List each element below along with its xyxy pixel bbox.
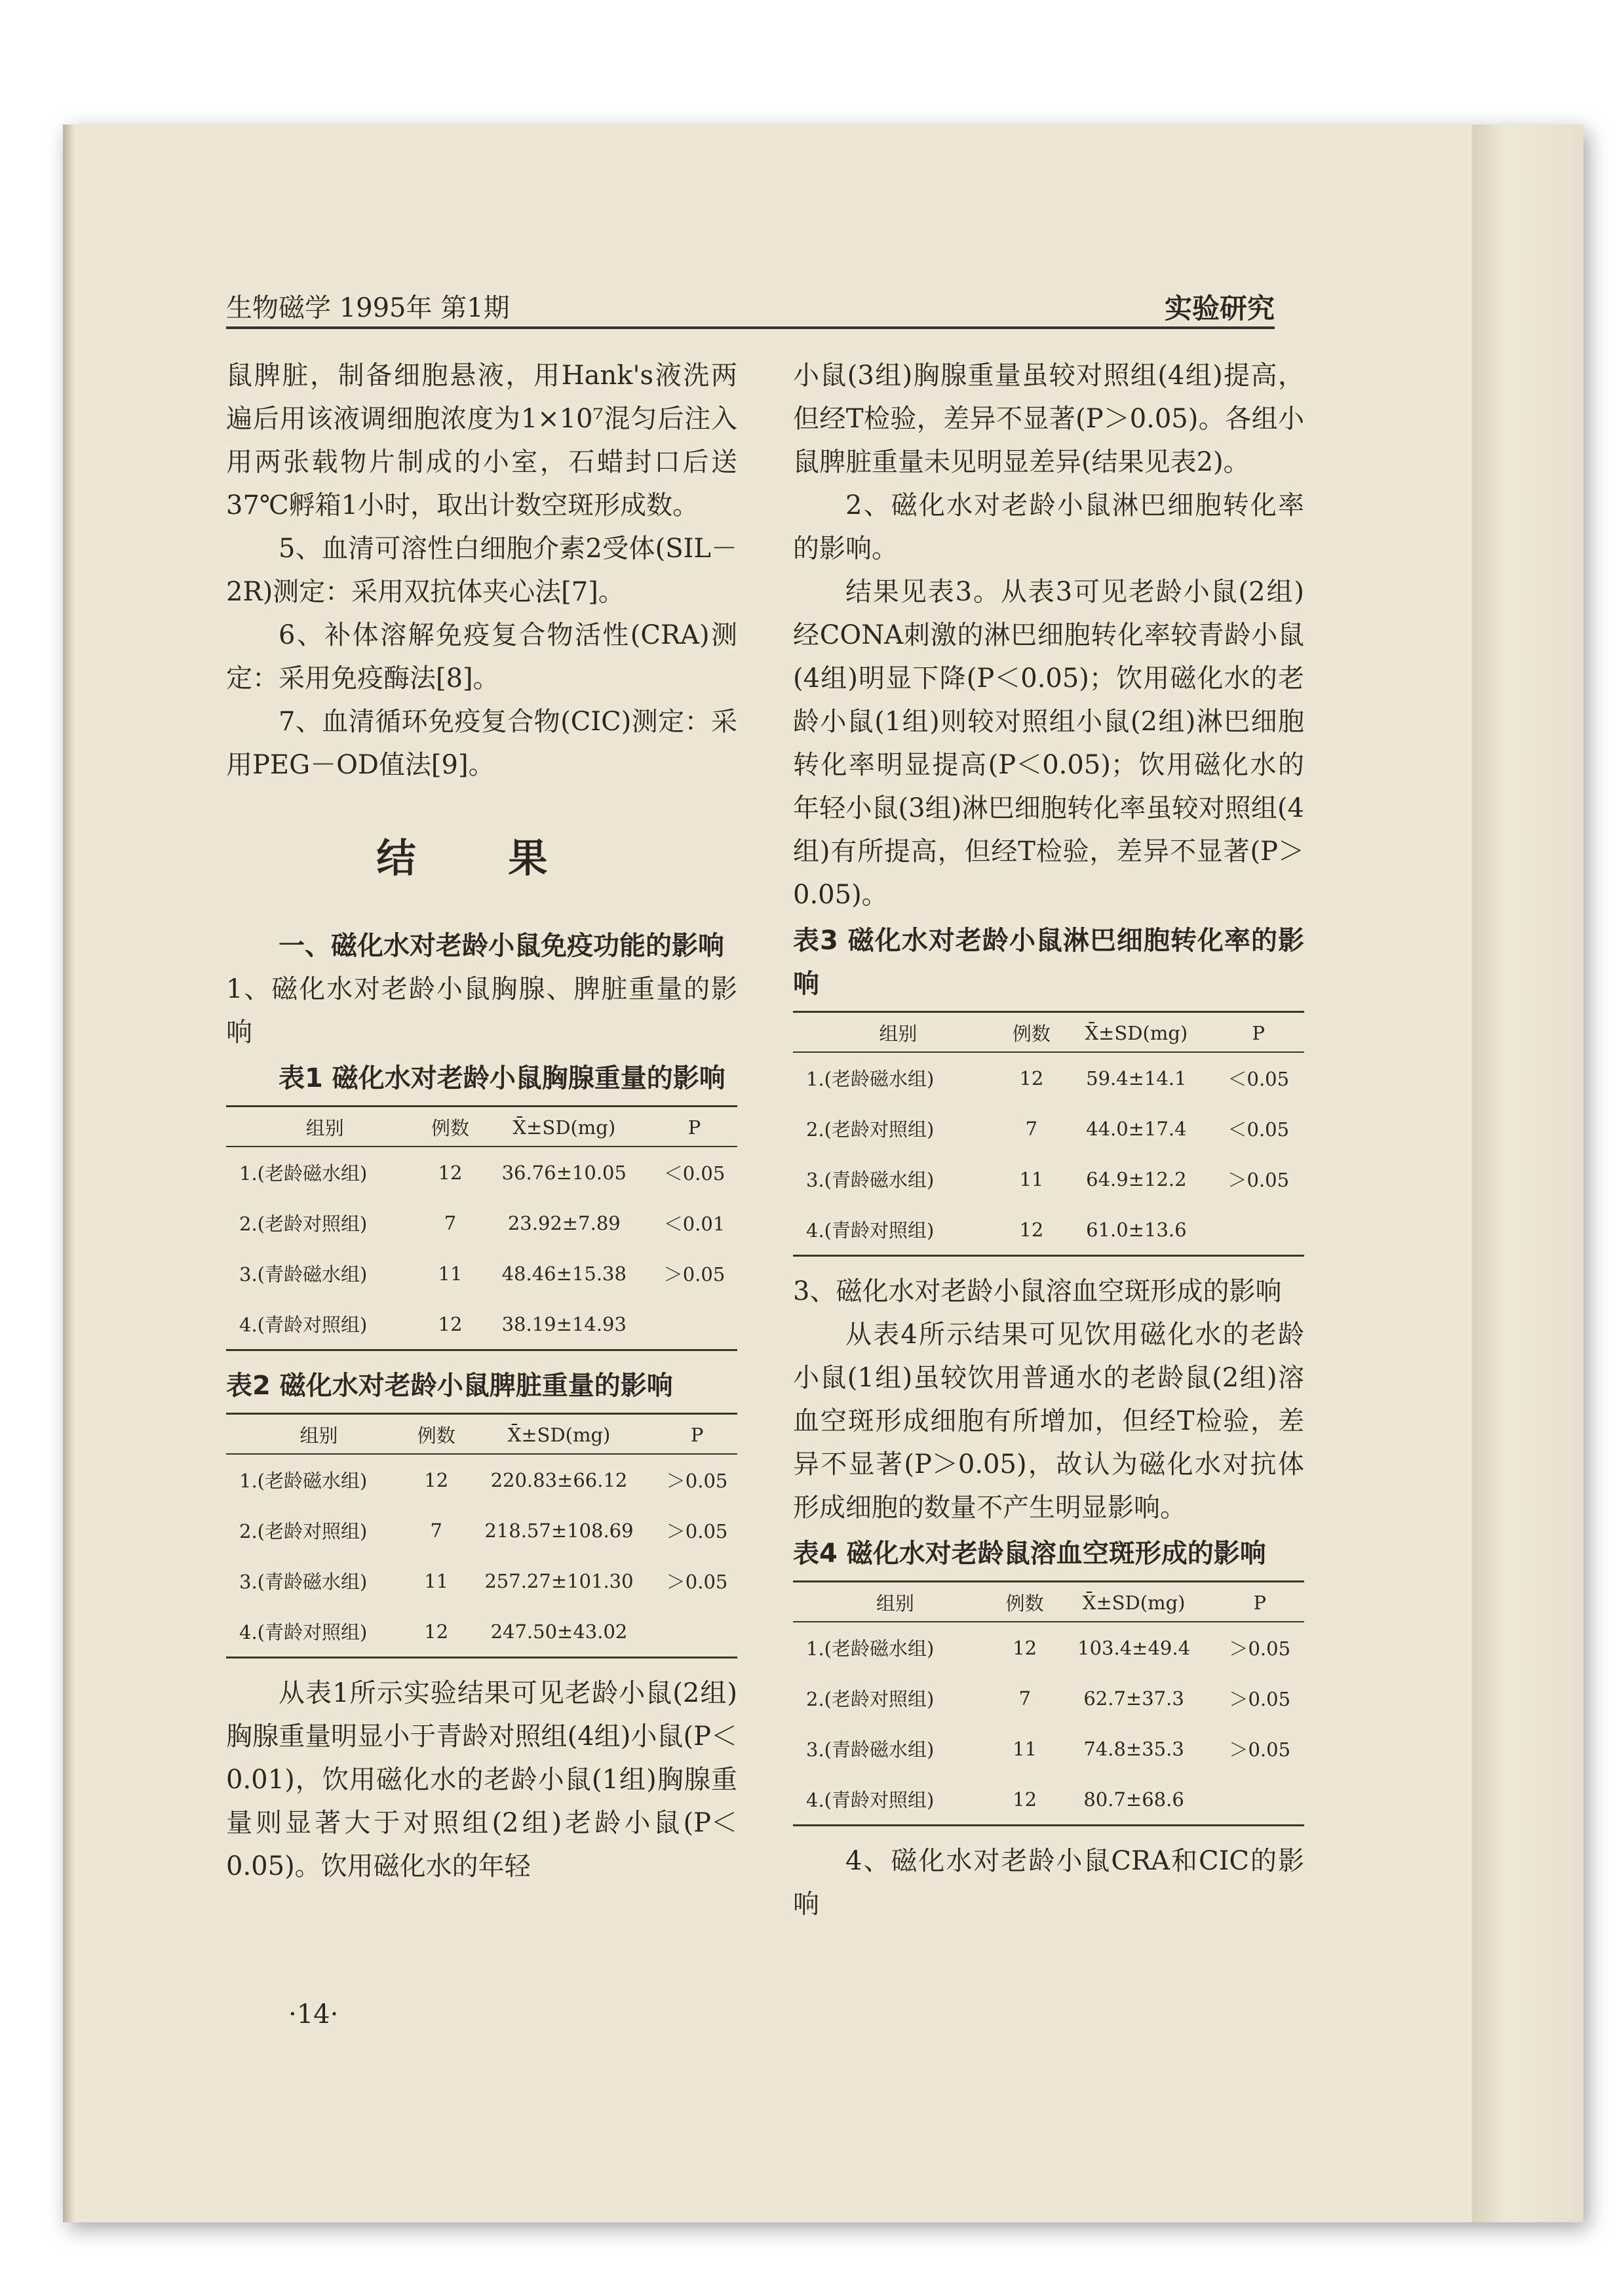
table-row <box>226 1299 737 1350</box>
table-caption: 表2 磁化水对老龄小鼠脾脏重量的影响 <box>226 1371 673 1401</box>
table-cell: ＞0.05 <box>666 1520 728 1542</box>
column-header: 例数 <box>1003 1012 1060 1053</box>
table-cell: 7 <box>1025 1117 1038 1140</box>
table-row <box>226 1454 737 1505</box>
table-cell: 1.(老龄磁水组) <box>806 1068 935 1090</box>
table-row <box>226 1248 737 1299</box>
column-header: 例数 <box>997 1582 1053 1622</box>
paragraph: 7、血清循环免疫复合物(CIC)测定：采用PEG－OD值法[9]。 <box>226 707 737 780</box>
table-cell: 1.(老龄磁水组) <box>239 1162 368 1185</box>
data-table-2 <box>226 1413 737 1658</box>
table-cell: 2.(老龄对照组) <box>806 1118 935 1141</box>
table-row <box>793 1723 1304 1774</box>
subsection-heading: 4、磁化水对老龄小鼠CRA和CIC的影响 <box>793 1846 1304 1919</box>
right-column <box>793 354 1304 1926</box>
table-header-row <box>793 1582 1304 1622</box>
table-cell: 12 <box>1013 1636 1037 1659</box>
table-cell: 12 <box>1019 1067 1044 1089</box>
table-cell: 247.50±43.02 <box>490 1620 628 1643</box>
table-cell: 11 <box>424 1569 449 1592</box>
table-cell: 2.(老龄对照组) <box>239 1520 368 1542</box>
journal-info: 生物磁学 1995年 第1期 <box>226 293 510 323</box>
column-header: P <box>1216 1582 1305 1622</box>
table-cell <box>651 1299 737 1350</box>
table-cell: 3.(青龄磁水组) <box>806 1738 935 1761</box>
table-cell: 80.7±68.6 <box>1083 1788 1184 1811</box>
table-caption: 表4 磁化水对老龄鼠溶血空斑形成的影响 <box>793 1539 1266 1569</box>
table-row <box>793 1774 1304 1826</box>
table-row <box>793 1154 1304 1204</box>
table-cell: 2.(老龄对照组) <box>239 1213 368 1235</box>
column-header: P <box>651 1107 737 1147</box>
column-header: 组别 <box>226 1107 423 1147</box>
paragraph: 从表4所示结果可见饮用磁化水的老龄小鼠(1组)虽较饮用普通水的老龄鼠(2组)溶血空斑形成细胞有所增加，但经T检验，差异不显著(P＞0.05)，故认为磁化水对抗体形成细胞的数量不产生明显影响。 <box>793 1320 1304 1523</box>
table-cell: 1.(老龄磁水组) <box>239 1470 368 1492</box>
table-cell: 3.(青龄磁水组) <box>806 1169 935 1191</box>
subsection-heading: 3、磁化水对老龄小鼠溶血空斑形成的影响 <box>793 1276 1282 1306</box>
table-cell: ＞0.05 <box>1229 1638 1291 1660</box>
table-cell: 220.83±66.12 <box>490 1468 628 1491</box>
table-cell: 7 <box>444 1211 457 1234</box>
table-cell: 103.4±49.4 <box>1077 1636 1191 1659</box>
paragraph: 5、血清可溶性白细胞介素2受体(SIL－2R)测定：采用双抗体夹心法[7]。 <box>226 534 737 607</box>
subsection-heading: 2、磁化水对老龄小鼠淋巴细胞转化率的影响。 <box>793 490 1304 564</box>
table-cell: 59.4±14.1 <box>1086 1067 1187 1089</box>
table-row <box>226 1198 737 1248</box>
table-cell: 1.(老龄磁水组) <box>806 1638 935 1660</box>
column-header: X̄±SD(mg) <box>1060 1012 1212 1053</box>
table-cell: 4.(青龄对照组) <box>239 1314 368 1336</box>
paragraph: 6、补体溶解免疫复合物活性(CRA)测定：采用免疫酶法[8]。 <box>226 620 737 694</box>
table-cell: 12 <box>424 1468 449 1491</box>
table-cell: ＞0.05 <box>1228 1169 1290 1191</box>
table-header-row <box>226 1414 737 1455</box>
table-row <box>226 1147 737 1198</box>
table-cell: 7 <box>430 1519 442 1542</box>
table-row <box>793 1622 1304 1673</box>
table-cell: 23.92±7.89 <box>507 1211 621 1234</box>
table-cell <box>1216 1774 1305 1826</box>
column-header: X̄±SD(mg) <box>461 1414 657 1455</box>
data-table-4 <box>793 1580 1304 1826</box>
table-cell: 74.8±35.3 <box>1083 1737 1184 1760</box>
table-cell: ＜0.01 <box>663 1213 725 1235</box>
column-header: X̄±SD(mg) <box>1053 1582 1216 1622</box>
next-page-edge <box>1472 125 1583 2222</box>
column-header: 例数 <box>412 1414 461 1455</box>
table-cell <box>657 1606 737 1658</box>
data-table-3 <box>793 1011 1304 1257</box>
table-cell: 62.7±37.3 <box>1083 1687 1184 1710</box>
paragraph: 结果见表3。从表3可见老龄小鼠(2组)经CONA刺激的淋巴细胞转化率较青龄小鼠(4组)明显下降(P＜0.05)；饮用磁化水的老龄小鼠(1组)则较对照组小鼠(2组)淋巴细胞转化率明显提高(P＜0.05)；饮用磁化水的年轻小鼠(3组)淋巴细胞转化率虽较对照组(4组)有所提高，但经T检验，差异不显著(P＞0.05)。 <box>793 577 1304 910</box>
table-cell: ＞0.05 <box>666 1571 728 1593</box>
paragraph: 小鼠(3组)胸腺重量虽较对照组(4组)提高，但经T检验，差异不显著(P＞0.05)。各组小鼠脾脏重量未见明显差异(结果见表2)。 <box>793 361 1304 477</box>
table-cell: 2.(老龄对照组) <box>806 1688 935 1710</box>
table-cell: 11 <box>1013 1737 1037 1760</box>
table-cell <box>1213 1204 1304 1256</box>
column-header: 组别 <box>226 1414 412 1455</box>
table-caption: 表1 磁化水对老龄小鼠胸腺重量的影响 <box>279 1063 725 1093</box>
table-cell: 12 <box>1013 1788 1037 1811</box>
table-cell: 48.46±15.38 <box>501 1262 627 1285</box>
table-cell: 44.0±17.4 <box>1086 1117 1187 1140</box>
table-cell: ＞0.05 <box>1229 1738 1291 1761</box>
column-header: 例数 <box>423 1107 476 1147</box>
table-cell: 11 <box>438 1262 463 1285</box>
running-header <box>226 287 1275 329</box>
table-cell: 257.27±101.30 <box>484 1569 634 1592</box>
table-cell: 4.(青龄对照组) <box>806 1789 935 1811</box>
table-row <box>226 1556 737 1606</box>
table-row <box>793 1052 1304 1103</box>
table-cell: 36.76±10.05 <box>501 1161 627 1184</box>
page-number: ·14· <box>288 1999 339 2030</box>
table-cell: 61.0±13.6 <box>1086 1218 1187 1241</box>
table-cell: 218.57±108.69 <box>484 1519 634 1542</box>
table-caption: 表3 磁化水对老龄小鼠淋巴细胞转化率的影响 <box>793 926 1304 999</box>
table-header-row <box>226 1107 737 1147</box>
table-cell: 12 <box>424 1620 449 1643</box>
column-header: P <box>1213 1012 1304 1053</box>
table-cell: ＞0.05 <box>663 1263 725 1285</box>
column-header: P <box>657 1414 737 1455</box>
column-header: 组别 <box>793 1012 1003 1053</box>
table-cell: 3.(青龄磁水组) <box>239 1571 368 1593</box>
section-label: 实验研究 <box>1164 292 1275 324</box>
table-cell: 3.(青龄磁水组) <box>239 1263 368 1285</box>
table-row <box>226 1505 737 1556</box>
table-row <box>793 1103 1304 1154</box>
subsection-heading: 一、磁化水对老龄小鼠免疫功能的影响 <box>279 931 724 961</box>
table-cell: ＜0.05 <box>1228 1118 1290 1141</box>
data-table-1 <box>226 1105 737 1351</box>
left-column <box>226 354 737 1888</box>
table-cell: 64.9±12.2 <box>1086 1167 1187 1190</box>
table-cell: 38.19±14.93 <box>501 1312 627 1335</box>
table-row <box>793 1204 1304 1256</box>
column-header: X̄±SD(mg) <box>477 1107 651 1147</box>
table-cell: 12 <box>438 1312 463 1335</box>
table-cell: ＞0.05 <box>666 1470 728 1492</box>
table-header-row <box>793 1012 1304 1053</box>
table-cell: 4.(青龄对照组) <box>806 1219 935 1242</box>
paragraph: 鼠脾脏，制备细胞悬液，用Hank's液洗两遍后用该液调细胞浓度为1×10⁷混匀后注入用两张载物片制成的小室，石蜡封口后送37℃孵箱1小时，取出计数空斑形成数。 <box>226 361 737 520</box>
page-spine <box>63 125 75 2222</box>
table-cell: ＞0.05 <box>1229 1688 1291 1710</box>
subsection-heading: 1、磁化水对老龄小鼠胸腺、脾脏重量的影响 <box>226 974 737 1048</box>
table-cell: 12 <box>1019 1218 1044 1241</box>
table-cell: 4.(青龄对照组) <box>239 1621 368 1643</box>
table-cell: 12 <box>438 1161 463 1184</box>
column-header: 组别 <box>793 1582 997 1622</box>
paragraph: 从表1所示实验结果可见老龄小鼠(2组)胸腺重量明显小于青龄对照组(4组)小鼠(P＜0.01)，饮用磁化水的老龄小鼠(1组)胸腺重量则显著大于对照组(2组)老龄小鼠(P＜0.05)。饮用磁化水的年轻 <box>226 1678 737 1881</box>
table-cell: 7 <box>1018 1687 1031 1710</box>
table-cell: ＜0.05 <box>663 1162 725 1185</box>
table-cell: 11 <box>1019 1167 1044 1190</box>
section-title: 结 果 <box>376 836 587 882</box>
table-row <box>226 1606 737 1658</box>
table-cell: ＜0.05 <box>1228 1068 1290 1090</box>
table-row <box>793 1673 1304 1723</box>
